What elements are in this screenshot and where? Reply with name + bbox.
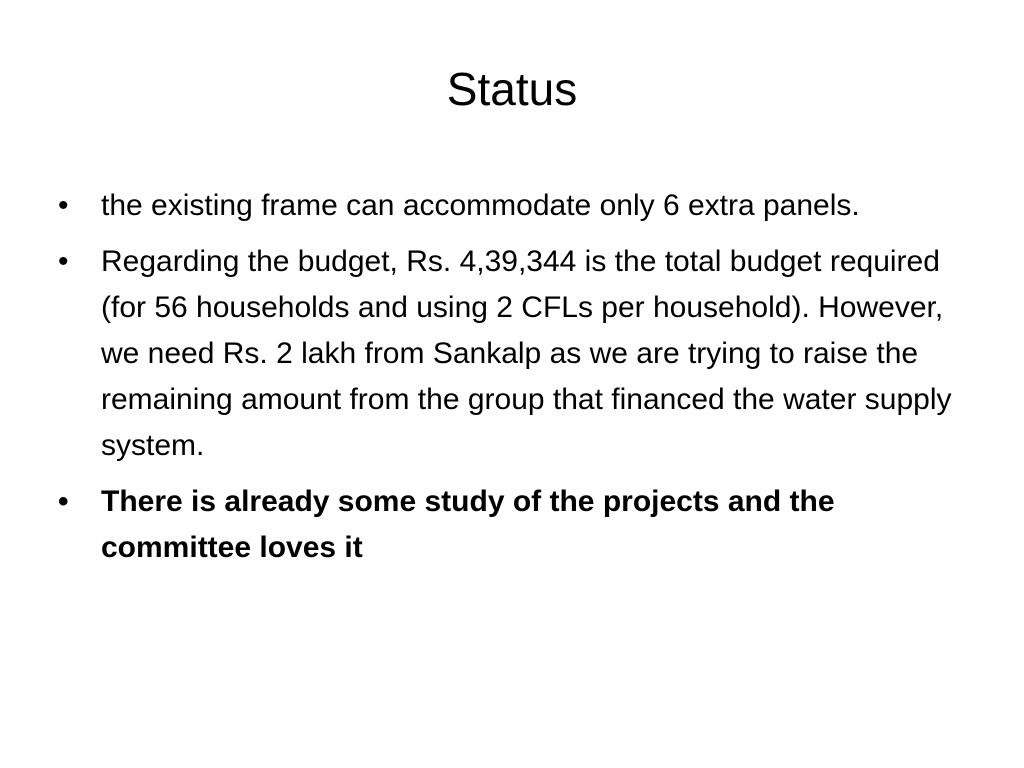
bullet-item-frame	[58, 183, 958, 229]
bullet-text: Regarding the budget, Rs. 4,39,344 is the total budget required (for 56 households and using 2 CFLs per household). However, we need Rs. 2 lakh from Sankalp as we are trying to raise the remaining amount from the group that financed the water supply system.	[101, 245, 952, 462]
bullet-item-budget	[58, 239, 958, 469]
bullet-item-study	[58, 479, 958, 571]
slide-title: Status	[446, 63, 578, 115]
bullet-text: There is already some study of the projects and the committee loves it	[101, 485, 835, 564]
bullet-icon: •	[58, 189, 69, 222]
bullet-text: the existing frame can accommodate only 6 extra panels.	[101, 189, 860, 222]
bullet-icon: •	[58, 485, 69, 518]
bullet-icon: •	[58, 245, 69, 278]
bullet-list	[58, 183, 958, 581]
